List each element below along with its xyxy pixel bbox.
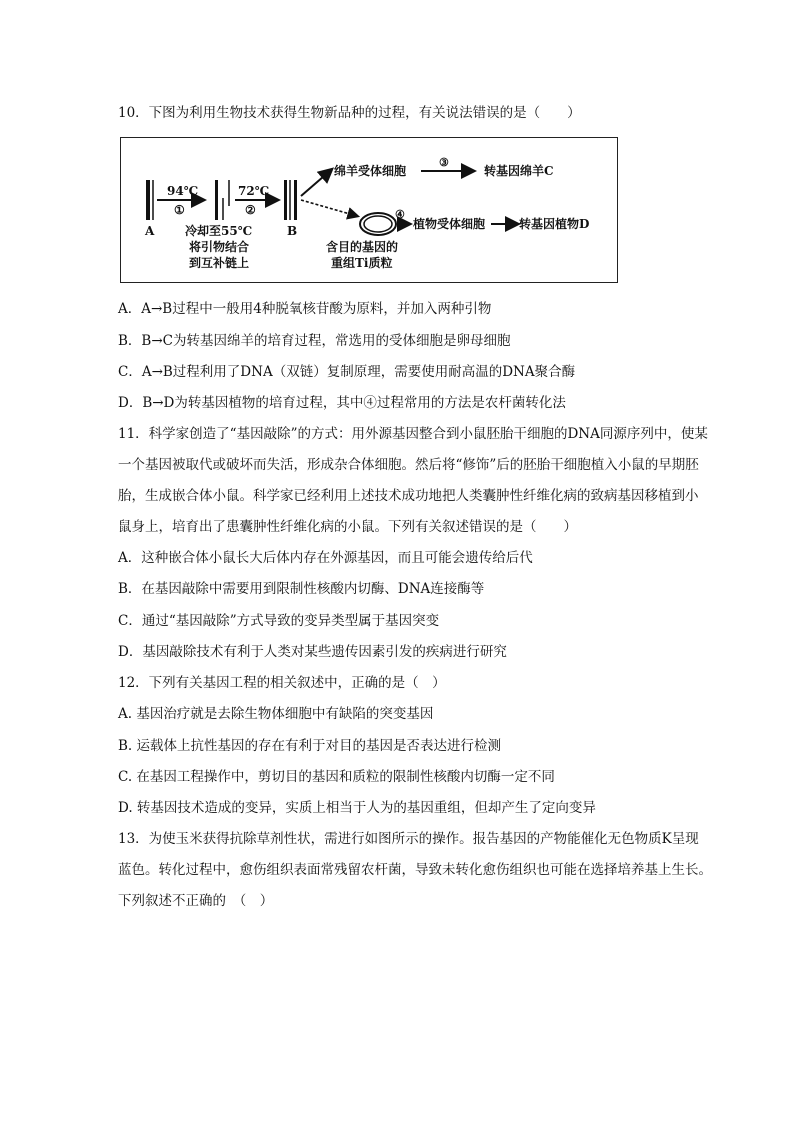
diagram-svg [121, 138, 619, 284]
cool-line1: 冷却至55℃ [185, 224, 253, 238]
q10-option-b: B．B→C为转基因绵羊的培育过程，常选用的受体细胞是卵母细胞 [118, 333, 511, 349]
plant-result: 转基因植物D [519, 217, 590, 231]
single-strands [215, 180, 229, 220]
q10-option-d: D．B→D为转基因植物的培育过程，其中④过程常用的方法是农杆菌转化法 [118, 395, 566, 411]
cool-line2: 将引物结合 [189, 240, 250, 254]
sheep-result: 转基因绵羊C [484, 164, 554, 178]
temp2: 72℃ [238, 184, 270, 198]
q12-option-b: B. 运载体上抗性基因的存在有利于对目的基因是否表达进行检测 [118, 738, 502, 754]
q11-option-b: B．在基因敲除中需要用到限制性核酸内切酶、DNA连接酶等 [118, 581, 485, 597]
q11-stem-line3: 胎，生成嵌合体小鼠。科学家已经利用上述技术成功地把人类囊肿性纤维化病的致病基因移植到小 [118, 488, 699, 504]
q11-stem-line1: 11．科学家创造了“基因敲除”的方式：用外源基因整合到小鼠胚胎干细胞的DNA同源序列中，使某 [118, 426, 708, 442]
q10-stem: 10．下图为利用生物技术获得生物新品种的过程，有关说法错误的是（ ） [118, 105, 581, 121]
q11-option-d: D．基因敲除技术有利于人类对某些遗传因素引发的疾病进行研究 [118, 644, 507, 660]
q12-option-c: C. 在基因工程操作中，剪切目的基因和质粒的限制性核酸内切酶一定不同 [118, 769, 555, 785]
ti-plasmid [360, 213, 396, 235]
pcr-transgenic-diagram [120, 137, 618, 283]
q11-option-c: C．通过“基因敲除”方式导致的变异类型属于基因突变 [118, 613, 440, 629]
step2: ② [245, 203, 256, 217]
step4: ④ [395, 208, 405, 221]
q10-option-a: A．A→B过程中一般用4种脱氧核苷酸为原料，并加入两种引物 [118, 301, 492, 317]
arrow-to-sheep [301, 170, 331, 196]
dna-a-double-strand [146, 180, 153, 220]
plant-cell: 植物受体细胞 [413, 217, 486, 231]
q12-stem: 12．下列有关基因工程的相关叙述中，正确的是（ ） [118, 675, 446, 691]
label-b: B [287, 224, 298, 238]
q11-stem-line2: 一个基因被取代或破坏而失活，形成杂合体细胞。然后将“修饰”后的胚胎干细胞植入小鼠的早期胚 [118, 457, 699, 473]
q12-option-a: A. 基因治疗就是去除生物体细胞中有缺陷的突变基因 [118, 706, 434, 722]
plasmid-line1: 含目的基因的 [326, 240, 399, 254]
q12-option-d: D. 转基因技术造成的变异，实质上相当于人为的基因重组，但却产生了定向变异 [118, 800, 596, 816]
temp1: 94℃ [167, 184, 199, 198]
q13-stem-line2: 蓝色。转化过程中，愈伤组织表面常残留农杆菌，导致未转化愈伤组织也可能在选择培养基上生长。 [118, 862, 712, 878]
plasmid-line2: 重组Ti质粒 [331, 256, 393, 270]
q10-option-c: C．A→B过程利用了DNA（双链）复制原理，需要使用耐高温的DNA聚合酶 [118, 364, 576, 380]
label-a: A [145, 224, 155, 238]
q13-stem-line3: 下列叙述不正确的 （ ） [118, 893, 274, 909]
cool-line3: 到互补链上 [189, 256, 250, 270]
q11-stem-line4: 鼠身上，培育出了患囊肿性纤维化病的小鼠。下列有关叙述错误的是（ ） [118, 519, 577, 535]
sheep-cell: 绵羊受体细胞 [334, 164, 407, 178]
dna-b-strands [284, 180, 297, 220]
step3: ③ [439, 156, 449, 169]
arrow-to-plasmid [301, 200, 357, 216]
q13-stem-line1: 13．为使玉米获得抗除草剂性状，需进行如图所示的操作。报告基因的产物能催化无色物质K呈现 [118, 831, 699, 847]
step1: ① [174, 203, 185, 217]
q11-option-a: A．这种嵌合体小鼠长大后体内存在外源基因，而且可能会遗传给后代 [118, 550, 533, 566]
